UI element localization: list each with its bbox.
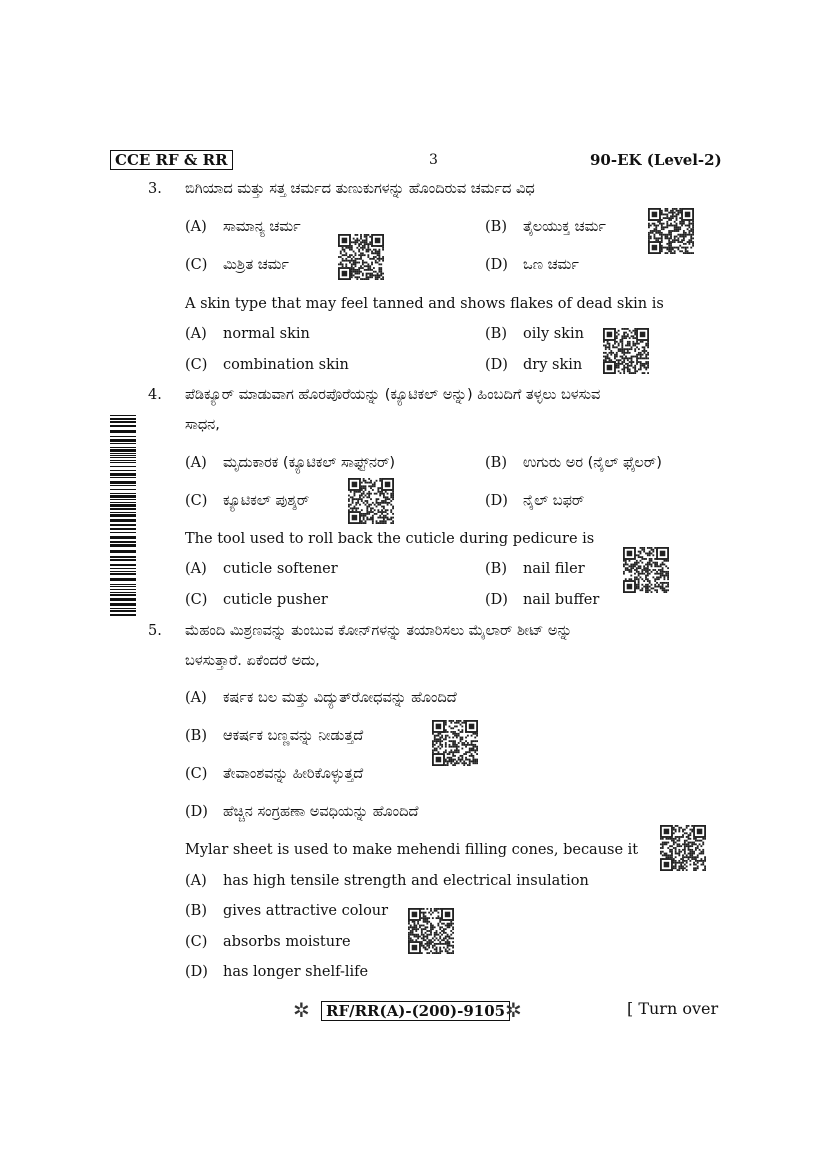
question-stem-english: Mylar sheet is used to make mehendi filling cones, because it <box>185 842 639 858</box>
option-label: (A) <box>185 873 207 889</box>
option-label: (C) <box>185 934 208 950</box>
option-text: ಹೆಚ್ಚಿನ ಸಂಗ್ರಹಣಾ ಅವಧಿಯನ್ನು ಹೊಂದಿದೆ <box>223 804 419 820</box>
question-stem-kannada: ಬಿಗಿಯಾದ ಮತ್ತು ಸತ್ತ ಚರ್ಮದ ತುಣುಕುಗಳನ್ನು ಹೊಂದಿರುವ ಚರ್ಮದ ವಿಧ <box>185 181 535 197</box>
option-label: (B) <box>485 326 507 342</box>
option-text: absorbs moisture <box>223 934 351 950</box>
option-text: has high tensile strength and electrical insulation <box>223 873 589 889</box>
question-stem-english: A skin type that may feel tanned and shows flakes of dead skin is <box>185 296 664 312</box>
option-text: ಮಿಶ್ರಿತ ಚರ್ಮ <box>223 257 289 273</box>
question-stem-kannada: ಪೆಡಿಕ್ಯೂರ್ ಮಾಡುವಾಗ ಹೊರಪೊರೆಯನ್ನು (ಕ್ಯೂಟಿಕಲ್ ಅನ್ನು) ಹಿಂಬದಿಗೆ ತಳ್ಳಲು ಬಳಸುವ <box>185 387 601 403</box>
question-stem-kannada: ಮೆಹಂದಿ ಮಿಶ್ರಣವನ್ನು ತುಂಬುವ ಕೋನ್‌ಗಳನ್ನು ತಯಾರಿಸಲು ಮೈಲಾರ್ ಶೀಟ್ ಅನ್ನು <box>185 623 573 639</box>
option-text: ಕರ್ಷಕ ಬಲ ಮತ್ತು ವಿದ್ಯುತ್‌ರೋಧವನ್ನು ಹೊಂದಿದೆ <box>223 690 457 706</box>
option-label: (D) <box>485 592 508 608</box>
option-label: (B) <box>485 219 507 235</box>
qr-code-icon <box>623 547 669 593</box>
option-text: has longer shelf-life <box>223 964 369 980</box>
option-text: ನೈಲ್ ಬಫರ್ <box>523 493 585 509</box>
header-paper-code: 90-EK (Level-2) <box>590 151 722 169</box>
option-label: (A) <box>185 690 207 706</box>
question-number: 5. <box>148 623 162 639</box>
option-label: (D) <box>185 964 208 980</box>
qr-code-icon <box>603 328 649 374</box>
option-text: ಕ್ಯೂಟಿಕಲ್ ಪುಶ್ಶರ್ <box>223 493 310 509</box>
option-text: ತೇವಾಂಶವನ್ನು ಹೀರಿಕೊಳ್ಳುತ್ತದೆ <box>223 766 364 782</box>
option-label: (C) <box>185 357 208 373</box>
option-label: (B) <box>485 455 507 471</box>
option-label: (B) <box>185 728 207 744</box>
option-label: (B) <box>185 903 207 919</box>
option-label: (A) <box>185 326 207 342</box>
option-text: combination skin <box>223 357 349 373</box>
page-number: 3 <box>429 152 438 168</box>
option-text: ಸಾಮಾನ್ಯ ಚರ್ಮ <box>223 219 301 235</box>
option-text: ತೈಲಯುಕ್ತ ಚರ್ಮ <box>523 219 606 235</box>
turn-over-label: [ Turn over <box>627 999 719 1018</box>
footer-paper-code: RF/RR(A)-(200)-9105 <box>321 1001 510 1021</box>
option-text: ಉಗುರು ಅರ (ನೈಲ್ ಫೈಲರ್) <box>523 455 662 471</box>
option-text: nail filer <box>523 561 585 577</box>
question-stem-english: The tool used to roll back the cuticle during pedicure is <box>185 531 595 547</box>
option-label: (A) <box>185 561 207 577</box>
option-label: (A) <box>185 219 207 235</box>
option-label: (B) <box>485 561 507 577</box>
question-stem-kannada: ಬಳಸುತ್ತಾರೆ. ಏಕೆಂದರೆ ಅದು, <box>185 653 320 669</box>
option-label: (C) <box>185 766 208 782</box>
ornament-icon: ✲ <box>293 998 310 1022</box>
option-text: cuticle pusher <box>223 592 328 608</box>
question-stem-kannada: ಸಾಧನ, <box>185 417 220 433</box>
option-text: dry skin <box>523 357 583 373</box>
option-text: cuticle softener <box>223 561 338 577</box>
barcode-icon <box>110 415 136 617</box>
option-text: ಆಕರ್ಷಕ ಬಣ್ಣವನ್ನು ನೀಡುತ್ತದೆ <box>223 728 364 744</box>
qr-code-icon <box>408 908 454 954</box>
option-label: (D) <box>185 804 208 820</box>
option-label: (A) <box>185 455 207 471</box>
header-subject-code: CCE RF & RR <box>110 150 233 170</box>
ornament-icon: ✲ <box>505 998 522 1022</box>
option-text: gives attractive colour <box>223 903 389 919</box>
option-label: (D) <box>485 493 508 509</box>
option-label: (D) <box>485 357 508 373</box>
question-number: 3. <box>148 181 162 197</box>
option-text: ಒಣ ಚರ್ಮ <box>523 257 579 273</box>
option-text: ಮೃದುಕಾರಕ (ಕ್ಯೂಟಿಕಲ್ ಸಾಫ್ಟ್‌ನರ್) <box>223 455 395 471</box>
option-label: (C) <box>185 493 208 509</box>
qr-code-icon <box>648 208 694 254</box>
option-label: (D) <box>485 257 508 273</box>
option-text: normal skin <box>223 326 310 342</box>
qr-code-icon <box>348 478 394 524</box>
qr-code-icon <box>660 825 706 871</box>
option-label: (C) <box>185 592 208 608</box>
option-label: (C) <box>185 257 208 273</box>
option-text: oily skin <box>523 326 585 342</box>
qr-code-icon <box>432 720 478 766</box>
qr-code-icon <box>338 234 384 280</box>
option-text: nail buffer <box>523 592 600 608</box>
question-number: 4. <box>148 387 162 403</box>
